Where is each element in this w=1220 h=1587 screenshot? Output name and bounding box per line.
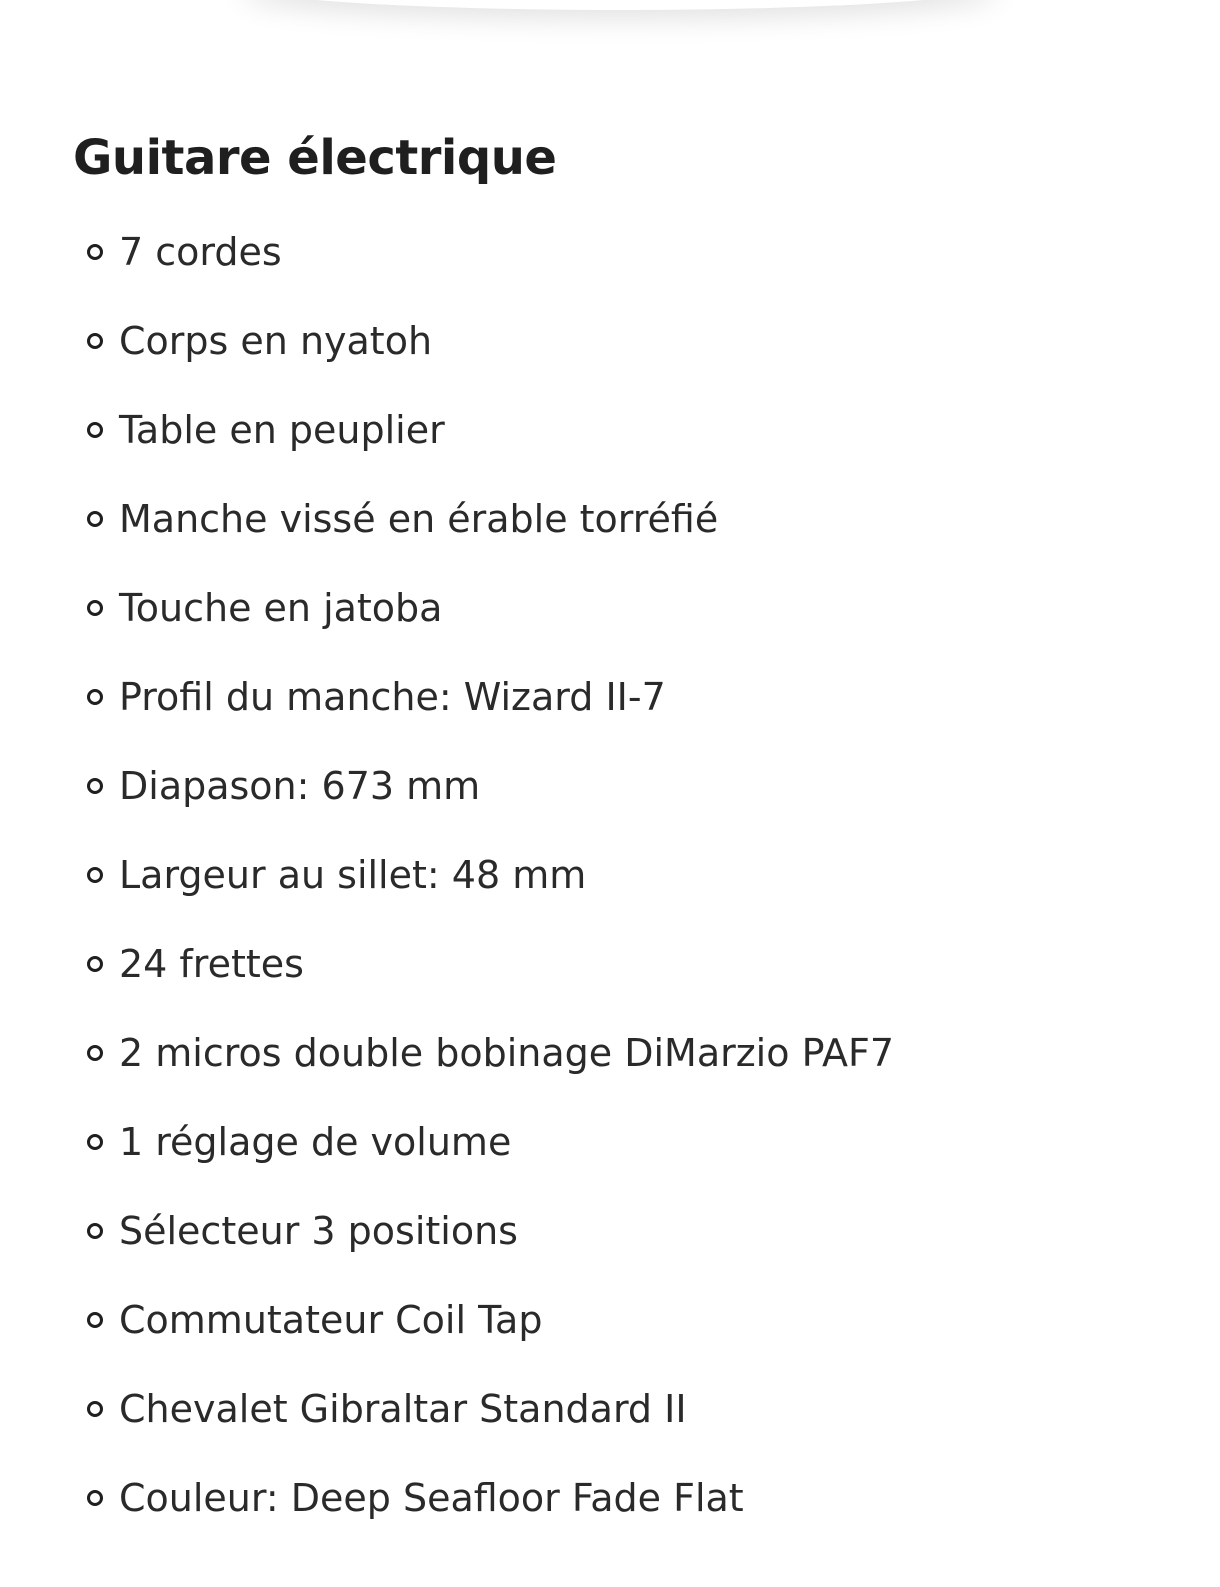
bullet-circle-icon	[87, 956, 103, 972]
card-shadow-divider	[240, 0, 1000, 10]
bullet-circle-icon	[87, 511, 103, 527]
spec-text: Profil du manche: Wizard II-7	[119, 675, 666, 719]
section-title: Guitare électrique	[73, 130, 557, 186]
bullet-circle-icon	[87, 1045, 103, 1061]
bullet-circle-icon	[87, 778, 103, 794]
spec-text: Largeur au sillet: 48 mm	[119, 853, 587, 897]
list-item	[73, 667, 894, 756]
bullet-circle-icon	[87, 689, 103, 705]
spec-text: Couleur: Deep Seafloor Fade Flat	[119, 1476, 744, 1520]
list-item	[73, 1290, 894, 1379]
bullet-circle-icon	[87, 600, 103, 616]
spec-text: Chevalet Gibraltar Standard II	[119, 1387, 687, 1431]
spec-list	[73, 222, 894, 1557]
list-item	[73, 1379, 894, 1468]
list-item	[73, 1201, 894, 1290]
list-item	[73, 222, 894, 311]
spec-text: 1 réglage de volume	[119, 1120, 512, 1164]
list-item	[73, 578, 894, 667]
bullet-circle-icon	[87, 333, 103, 349]
bullet-circle-icon	[87, 244, 103, 260]
spec-text: Sélecteur 3 positions	[119, 1209, 518, 1253]
list-item	[73, 311, 894, 400]
spec-text: 24 frettes	[119, 942, 304, 986]
spec-text: Commutateur Coil Tap	[119, 1298, 543, 1342]
bullet-circle-icon	[87, 1312, 103, 1328]
list-item	[73, 1112, 894, 1201]
list-item	[73, 756, 894, 845]
bullet-circle-icon	[87, 1401, 103, 1417]
list-item	[73, 934, 894, 1023]
bullet-circle-icon	[87, 422, 103, 438]
list-item	[73, 1023, 894, 1112]
spec-text: Diapason: 673 mm	[119, 764, 481, 808]
bullet-circle-icon	[87, 1223, 103, 1239]
list-item	[73, 400, 894, 489]
spec-text: Corps en nyatoh	[119, 319, 433, 363]
bullet-circle-icon	[87, 867, 103, 883]
list-item	[73, 489, 894, 578]
list-item	[73, 845, 894, 934]
spec-text: 2 micros double bobinage DiMarzio PAF7	[119, 1031, 895, 1075]
list-item	[73, 1468, 894, 1557]
spec-text: 7 cordes	[119, 230, 282, 274]
spec-section	[73, 125, 1173, 1520]
bullet-circle-icon	[87, 1490, 103, 1506]
bullet-circle-icon	[87, 1134, 103, 1150]
spec-text: Touche en jatoba	[119, 586, 443, 630]
spec-text: Manche vissé en érable torréfié	[119, 497, 719, 541]
spec-text: Table en peuplier	[119, 408, 445, 452]
